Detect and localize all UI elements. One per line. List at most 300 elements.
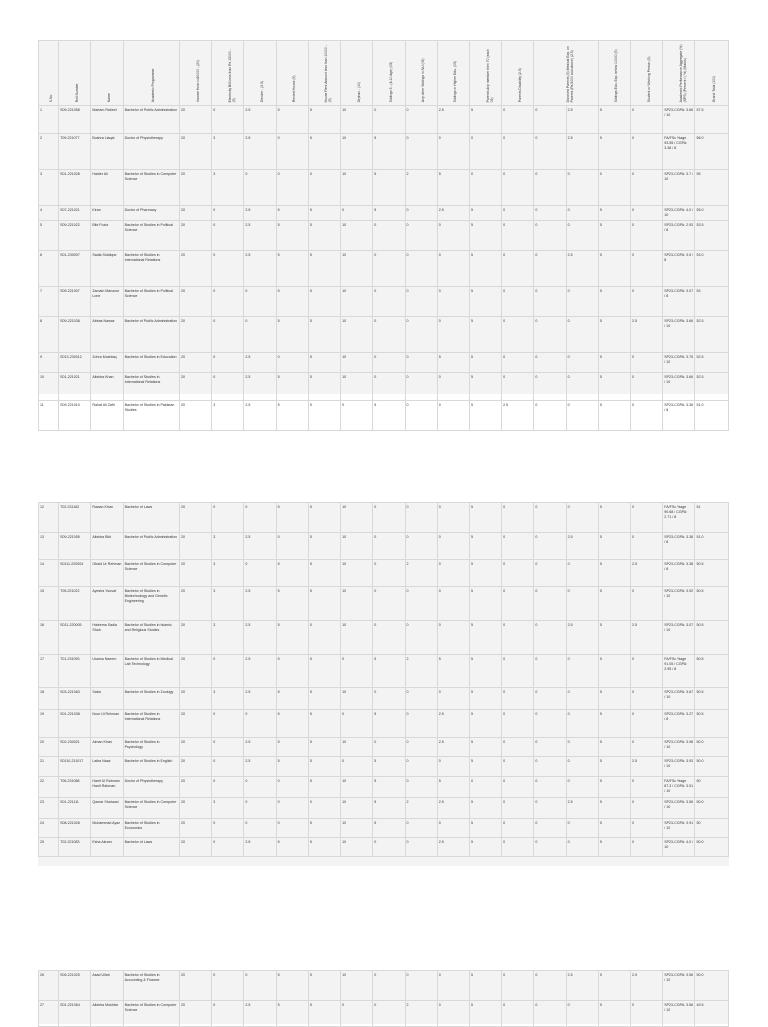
table-row: [39, 221, 729, 251]
table-cell: 7: [39, 287, 59, 317]
header-cell: [244, 41, 276, 106]
header-row: [39, 41, 729, 106]
table-cell: Rahat Ali Zafri: [91, 401, 123, 431]
table-cell: 5: [276, 503, 308, 533]
table-cell: 5: [373, 777, 405, 798]
sheet-page-3: [38, 970, 729, 1024]
table-cell: 20: [179, 170, 211, 206]
table-cell: 0: [502, 777, 534, 798]
table-cell: 5: [308, 757, 340, 777]
table-cell: 4: [39, 206, 59, 221]
table-cell: 2.5: [244, 1001, 276, 1027]
table-cell: 5: [276, 221, 308, 251]
table-cell: 2.5: [244, 353, 276, 373]
table-cell: 2.5: [437, 838, 469, 857]
table-cell: 0: [373, 1001, 405, 1027]
table-cell: S01-221038: [59, 710, 91, 738]
table-cell: 0: [212, 777, 244, 798]
table-cell: SP23-CGPA: 3.56 / 10: [663, 971, 695, 1001]
table-cell: 56.0: [695, 134, 729, 170]
table-cell: SP23-CGPA: 3.66 / 10: [663, 373, 695, 401]
table-cell: 0: [437, 819, 469, 838]
table-cell: 3: [212, 401, 244, 431]
header-cell: [308, 41, 340, 106]
table-cell: FA/FSc %age 87.3 / CGPA: 3.51 / 10: [663, 777, 695, 798]
table-cell: 3: [212, 533, 244, 560]
table-cell: 3: [39, 170, 59, 206]
table-cell: 0: [276, 353, 308, 373]
table-cell: SP23-CGPA: 3.07 / 10: [663, 621, 695, 655]
table-cell: 5: [598, 710, 630, 738]
table-cell: 5: [308, 587, 340, 621]
table-row: [39, 971, 729, 1001]
table-cell: 0: [502, 134, 534, 170]
table-cell: 0: [373, 317, 405, 353]
table-cell: 0: [405, 353, 437, 373]
table-cell: 20: [179, 134, 211, 170]
table-cell: 0: [212, 373, 244, 401]
table-cell: 0: [212, 106, 244, 134]
table-cell: 3: [212, 560, 244, 587]
table-cell: 20: [179, 533, 211, 560]
table-cell: 10: [341, 560, 373, 587]
header-cell: [276, 41, 308, 106]
table-cell: 2.5: [244, 134, 276, 170]
table-cell: 5: [308, 401, 340, 431]
table-cell: S09-221010: [59, 401, 91, 431]
table-cell: 0: [631, 533, 663, 560]
table-cell: Haider Ali: [91, 170, 123, 206]
header-cell: [663, 41, 695, 106]
table-cell: SP23-CGPA: 3.38 / 8: [663, 533, 695, 560]
table-cell: S07-221021: [59, 206, 91, 221]
table-cell: 10: [341, 287, 373, 317]
table-cell: 0: [534, 560, 566, 587]
table-cell: 20: [179, 106, 211, 134]
table-cell: 20: [179, 738, 211, 757]
table-cell: S05-221025: [59, 971, 91, 1001]
table-cell: 0: [405, 587, 437, 621]
table-cell: 5: [598, 317, 630, 353]
table-row: [39, 560, 729, 587]
table-cell: 27: [39, 1001, 59, 1027]
table-cell: 5: [308, 819, 340, 838]
table-cell: 0: [212, 710, 244, 738]
table-cell: Bachelor of Studies in Psychology: [123, 738, 179, 757]
table-cell: 5: [469, 838, 501, 857]
table-cell: Noor Ul Rehman: [91, 710, 123, 738]
table-cell: Bachelor of Studies in English: [123, 757, 179, 777]
table-cell: 0: [631, 838, 663, 857]
table-cell: Sadia Siddique: [91, 251, 123, 287]
table-row: [39, 373, 729, 401]
table-cell: 10: [341, 819, 373, 838]
header-cell: [91, 41, 123, 106]
table-cell: 55: [695, 170, 729, 206]
table-cell: 5: [598, 533, 630, 560]
sheet-page-1: [38, 40, 729, 412]
table-cell: 0: [405, 777, 437, 798]
table-cell: 20: [179, 353, 211, 373]
table-cell: Hanif Ul Rahman Hanif Rahman: [91, 777, 123, 798]
table-row: [39, 621, 729, 655]
table-cell: 0: [276, 777, 308, 798]
table-cell: 0: [405, 206, 437, 221]
table-row: [39, 134, 729, 170]
table-cell: 2.5: [437, 738, 469, 757]
table-cell: 5: [373, 710, 405, 738]
table-cell: 0: [566, 221, 598, 251]
table-cell: SP23-CGPA: 3.98 / 10: [663, 738, 695, 757]
table-row: [39, 710, 729, 738]
table-cell: Saba: [91, 688, 123, 710]
table-cell: 5: [437, 655, 469, 688]
header-label: Siblings 5 - (4-10 Age) (05): [388, 61, 393, 102]
table-cell: 5: [598, 738, 630, 757]
table-cell: 5: [276, 401, 308, 431]
table-row: [39, 206, 729, 221]
table-cell: Bachelor of Studies in Education: [123, 353, 179, 373]
table-cell: 0: [566, 317, 598, 353]
table-cell: 53.5: [695, 221, 729, 251]
table-cell: 0: [373, 560, 405, 587]
table-cell: 0: [373, 353, 405, 373]
table-cell: 5: [308, 206, 340, 221]
table-cell: 2.5: [437, 106, 469, 134]
table-cell: 5: [598, 971, 630, 1001]
table-cell: 5: [598, 401, 630, 431]
table-cell: 2.5: [631, 317, 663, 353]
table-cell: 5: [308, 738, 340, 757]
table-cell: 0: [437, 533, 469, 560]
table-cell: Laiba Naaz: [91, 757, 123, 777]
table-cell: 0: [212, 221, 244, 251]
table-cell: 0: [502, 503, 534, 533]
table-cell: 0: [308, 621, 340, 655]
table-cell: 0: [405, 738, 437, 757]
table-cell: 5: [308, 838, 340, 857]
table-cell: 0: [631, 134, 663, 170]
table-cell: 0: [566, 710, 598, 738]
table-cell: 0: [631, 401, 663, 431]
table-cell: FA/FSc %age 93.55 / CGPA: 3.38 / 8: [663, 134, 695, 170]
table-cell: 0: [373, 738, 405, 757]
table-cell: 2.5: [244, 621, 276, 655]
table-cell: 2.5: [631, 621, 663, 655]
table-cell: 0: [405, 221, 437, 251]
table-cell: 5: [308, 560, 340, 587]
header-cell: [502, 41, 534, 106]
table-cell: 50: [695, 819, 729, 838]
table-cell: 2.5: [437, 206, 469, 221]
table-cell: 21: [39, 757, 59, 777]
header-cell: [39, 41, 59, 106]
table-cell: 52.5: [695, 373, 729, 401]
table-cell: 2.5: [244, 587, 276, 621]
header-cell: [179, 41, 211, 106]
table-cell: T02-231182: [59, 503, 91, 533]
table-cell: 0: [502, 353, 534, 373]
table-row: [39, 1001, 729, 1027]
table-cell: 5: [469, 106, 501, 134]
table-cell: 5: [308, 221, 340, 251]
table-cell: 0: [534, 819, 566, 838]
table-cell: 5: [308, 287, 340, 317]
table-cell: SP23-CGPA: 3.56 / 10: [663, 1001, 695, 1027]
table-cell: 5: [598, 503, 630, 533]
table-cell: 53.0: [695, 251, 729, 287]
table-cell: 20: [179, 503, 211, 533]
table-cell: 0: [244, 971, 276, 1001]
table-cell: 10: [341, 353, 373, 373]
table-cell: 20: [179, 757, 211, 777]
table-cell: 0: [437, 251, 469, 287]
table-cell: 0: [631, 710, 663, 738]
table-cell: Ayesha Yousaf: [91, 587, 123, 621]
table-cell: 5: [469, 798, 501, 819]
table-cell: 3: [212, 587, 244, 621]
table-cell: 0: [373, 287, 405, 317]
table-cell: S01-221028: [59, 170, 91, 206]
table-cell: 0: [534, 170, 566, 206]
table-cell: 0: [244, 777, 276, 798]
table-cell: 5: [469, 560, 501, 587]
table-cell: 0: [244, 170, 276, 206]
table-cell: 57.5: [695, 106, 729, 134]
table-cell: 0: [405, 373, 437, 401]
header-label: Roll Number: [74, 83, 79, 102]
table-row: [39, 401, 729, 431]
table-cell: 5: [39, 221, 59, 251]
table-cell: 20: [179, 710, 211, 738]
table-cell: 2.5: [244, 533, 276, 560]
table-cell: 5: [469, 819, 501, 838]
table-cell: Bachelor of Laws: [123, 838, 179, 857]
table-cell: 0: [437, 317, 469, 353]
header-cell: [631, 41, 663, 106]
table-cell: 5: [276, 560, 308, 587]
table-cell: 0: [534, 401, 566, 431]
table-cell: 0: [566, 655, 598, 688]
table-cell: 2.5: [244, 401, 276, 431]
table-cell: 5: [308, 251, 340, 287]
table-cell: 3: [212, 170, 244, 206]
table-cell: SP23-CGPA: 3.56 / 10: [663, 798, 695, 819]
table-cell: 5: [276, 621, 308, 655]
table-cell: Bachelor of Studies in Zoology: [123, 688, 179, 710]
table-cell: 2.5: [244, 655, 276, 688]
table-cell: S09-221038: [59, 317, 91, 353]
table-cell: 10: [341, 971, 373, 1001]
table-cell: 10: [341, 221, 373, 251]
table-cell: 0: [244, 819, 276, 838]
table-cell: Doctor of Pharmacy: [123, 206, 179, 221]
table-cell: 23: [39, 798, 59, 819]
table-cell: 0: [566, 373, 598, 401]
table-cell: Alishba Khan: [91, 373, 123, 401]
table-cell: 0: [598, 170, 630, 206]
table-cell: 2.5: [566, 971, 598, 1001]
table-cell: 0: [437, 688, 469, 710]
table-cell: Bachelor of Laws: [123, 503, 179, 533]
table-cell: 12: [39, 503, 59, 533]
table-cell: 5: [598, 221, 630, 251]
table-cell: 20: [179, 401, 211, 431]
table-cell: 0: [244, 317, 276, 353]
table-cell: 20: [179, 798, 211, 819]
table-cell: 0: [373, 533, 405, 560]
table-cell: SP23-CGPA: 3.93 / 10: [663, 757, 695, 777]
header-label: Siblings Edu. Exp. below 10000 (5): [614, 49, 619, 102]
table-cell: 10: [341, 738, 373, 757]
table-cell: 10: [341, 533, 373, 560]
table-cell: FA/FSc %age 90.68 / CGPA: 2.71 / 8: [663, 503, 695, 533]
table-cell: 5: [469, 971, 501, 1001]
table-cell: 5: [308, 353, 340, 373]
table-cell: 50.0: [695, 757, 729, 777]
table-cell: Doctor of Physiotherapy: [123, 134, 179, 170]
table-cell: SP23-CGPA: 2.93 / 8: [663, 221, 695, 251]
table-cell: 2.5: [244, 106, 276, 134]
table-cell: SP23-CGPA: 3.66 / 10: [663, 106, 695, 134]
table-cell: 0: [469, 170, 501, 206]
header-cell: [437, 41, 469, 106]
table-cell: 2: [405, 798, 437, 819]
table-cell: 6: [39, 251, 59, 287]
table-cell: 0: [212, 1001, 244, 1027]
table-cell: 0: [502, 655, 534, 688]
table-row: [39, 317, 729, 353]
table-cell: 0: [502, 287, 534, 317]
table-cell: 0: [534, 738, 566, 757]
table-cell: Abbas Nawaz: [91, 317, 123, 353]
table-cell: SP23-CGPA: 3.66 / 10: [663, 317, 695, 353]
table-cell: 3: [212, 134, 244, 170]
table-cell: 0: [437, 401, 469, 431]
table-cell: 2.5: [244, 688, 276, 710]
table-cell: 5: [308, 373, 340, 401]
table-cell: 5: [469, 710, 501, 738]
table-cell: 0: [502, 170, 534, 206]
table-cell: 0: [276, 819, 308, 838]
header-label: Academic Programme: [151, 68, 156, 102]
table-cell: 5: [373, 798, 405, 819]
table-cell: 0: [566, 287, 598, 317]
table-cell: 2.5: [566, 533, 598, 560]
table-cell: 51: [695, 503, 729, 533]
table-cell: 3: [212, 798, 244, 819]
table-cell: Bachelor of Studies in Biotechnology and Genetic Engineering: [123, 587, 179, 621]
table-cell: 0: [276, 170, 308, 206]
table-cell: 0: [502, 560, 534, 587]
header-cell: [123, 41, 179, 106]
table-cell: 0: [212, 655, 244, 688]
table-cell: 0: [566, 688, 598, 710]
table-cell: 0: [405, 401, 437, 431]
table-row: [39, 287, 729, 317]
table-cell: S09-221007: [59, 287, 91, 317]
table-cell: 0: [566, 777, 598, 798]
table-cell: 0: [405, 317, 437, 353]
header-label: Siblings in Higher Edu. (05): [453, 60, 458, 102]
table-cell: FA/FSc %age 91.05 / CGPA: 2.95 / 8: [663, 655, 695, 688]
table-cell: 0: [534, 777, 566, 798]
table-cell: Rawan Khan: [91, 503, 123, 533]
table-cell: Bachelor of Studies in International Relations: [123, 251, 179, 287]
table-cell: 0: [276, 134, 308, 170]
table-cell: 0: [437, 287, 469, 317]
table-cell: 20: [179, 655, 211, 688]
table-cell: 0: [631, 353, 663, 373]
table-cell: 25: [39, 838, 59, 857]
table-cell: 5: [469, 401, 501, 431]
table-cell: 24: [39, 819, 59, 838]
table-cell: 5: [598, 206, 630, 221]
table-cell: SP23-CGPA: 3.38 / 8: [663, 560, 695, 587]
table-cell: Haleema Sadia Shah: [91, 621, 123, 655]
table-cell: 0: [566, 170, 598, 206]
table-cell: 0: [373, 688, 405, 710]
table-cell: 0: [534, 587, 566, 621]
table-cell: 0: [373, 838, 405, 857]
table-cell: 0: [502, 838, 534, 857]
table-cell: 2.5: [244, 251, 276, 287]
table-cell: 20: [179, 777, 211, 798]
table-row: [39, 353, 729, 373]
table-cell: 0: [534, 688, 566, 710]
table-cell: 2.5: [502, 401, 534, 431]
table-cell: 0: [405, 287, 437, 317]
table-cell: 5: [469, 251, 501, 287]
table-cell: 50.0: [695, 738, 729, 757]
table-cell: 50.0: [695, 971, 729, 1001]
table-cell: 0: [405, 106, 437, 134]
table-cell: SP23-CGPA: 3.67 / 10: [663, 688, 695, 710]
table-cell: 0: [437, 373, 469, 401]
table-cell: 10: [341, 587, 373, 621]
table-cell: 5: [598, 353, 630, 373]
table-cell: 0: [341, 710, 373, 738]
table-cell: 10: [39, 373, 59, 401]
table-cell: 5: [276, 838, 308, 857]
table-cell: 8: [39, 317, 59, 353]
table-cell: 0: [212, 971, 244, 1001]
table-cell: Bachelor of Studies in International Relations: [123, 373, 179, 401]
table-cell: 20: [179, 560, 211, 587]
table-row: [39, 251, 729, 287]
table-cell: 2.5: [631, 560, 663, 587]
table-cell: 0: [212, 317, 244, 353]
table-cell: SP23-CGPA: 3.07 / 8: [663, 287, 695, 317]
table-cell: 53: [695, 287, 729, 317]
table-cell: 20: [179, 587, 211, 621]
header-label: S.No: [48, 94, 53, 102]
table-cell: 0: [405, 503, 437, 533]
table-cell: S01-230007: [59, 251, 91, 287]
table-cell: 0: [405, 251, 437, 287]
table-cell: 20: [179, 287, 211, 317]
table-cell: T02-221083: [59, 838, 91, 857]
table-cell: 0: [566, 738, 598, 757]
table-cell: 5: [276, 587, 308, 621]
table-cell: 5: [469, 353, 501, 373]
table-row: [39, 777, 729, 798]
table-cell: 5: [373, 134, 405, 170]
table-cell: 0: [534, 134, 566, 170]
table-cell: 0: [566, 838, 598, 857]
table-cell: 2: [405, 560, 437, 587]
table-cell: SP23-CGPA: 3.38 / 8: [663, 401, 695, 431]
